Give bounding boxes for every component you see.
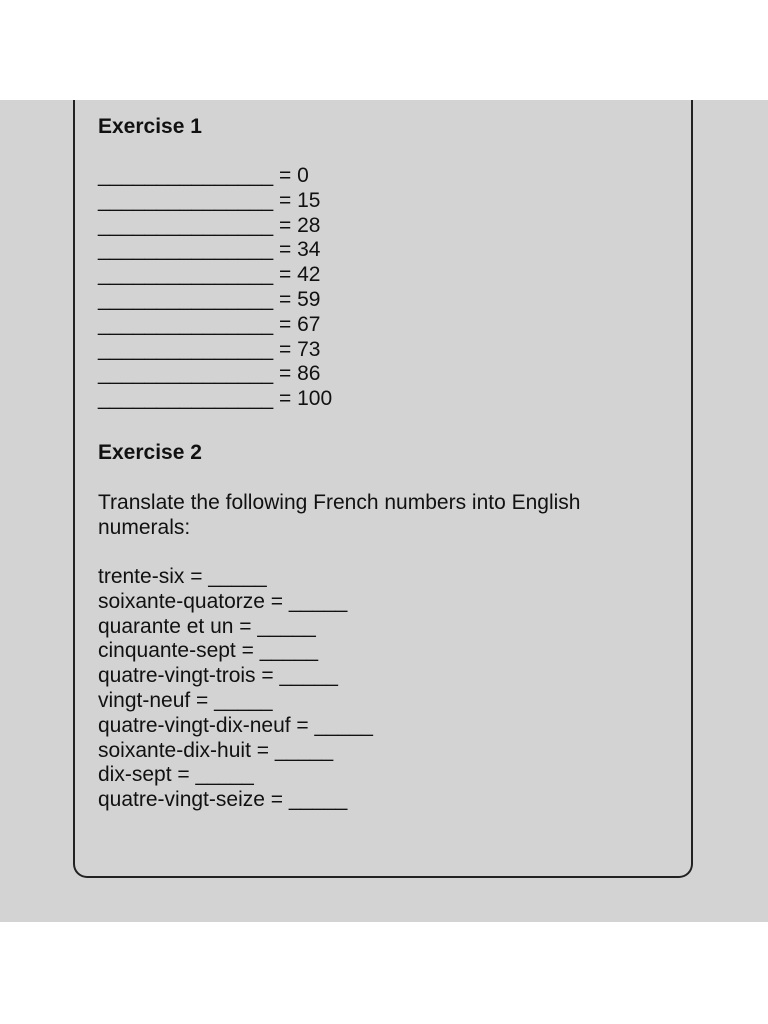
exercise-1-row: _______________ = 0: [98, 164, 309, 187]
exercise-2-row: quatre-vingt-seize = _____: [98, 788, 348, 812]
exercise-1-row: _______________ = 34: [98, 238, 321, 262]
exercise-1-list: [98, 164, 678, 412]
exercise-2-row: soixante-dix-huit = _____: [98, 738, 334, 762]
exercise-2-row: soixante-quatorze = _____: [98, 589, 348, 613]
exercise-2-title: Exercise 2: [98, 440, 202, 464]
exercise-1-row: _______________ = 15: [98, 188, 321, 212]
exercise-2-row: quatre-vingt-trois = _____: [98, 664, 338, 688]
exercise-1-title: Exercise 1: [98, 115, 202, 138]
exercise-2-list: [98, 565, 678, 813]
exercise-1-row: _______________ = 86: [98, 362, 321, 386]
exercise-2-row: vingt-neuf = _____: [98, 688, 273, 712]
exercise-2-row: quatre-vingt-dix-neuf = _____: [98, 713, 373, 737]
exercise-1-row: _______________ = 28: [98, 213, 321, 237]
exercise-1-row: _______________ = 67: [98, 312, 321, 336]
exercise-1-row: _______________ = 59: [98, 287, 321, 311]
exercise-1-row: _______________ = 42: [98, 263, 321, 287]
exercise-2-row: trente-six = _____: [98, 564, 267, 588]
exercise-1-row: _______________ = 73: [98, 337, 321, 361]
exercise-2-row: cinquante-sept = _____: [98, 639, 319, 663]
exercise-2-row: quarante et un = _____: [98, 614, 316, 638]
exercise-2-instructions: Translate the following French numbers into English numerals:: [98, 490, 581, 539]
exercise-2-row: dix-sept = _____: [98, 763, 254, 787]
worksheet-content: [98, 112, 678, 813]
exercise-1-row: _______________ = 100: [98, 387, 333, 411]
